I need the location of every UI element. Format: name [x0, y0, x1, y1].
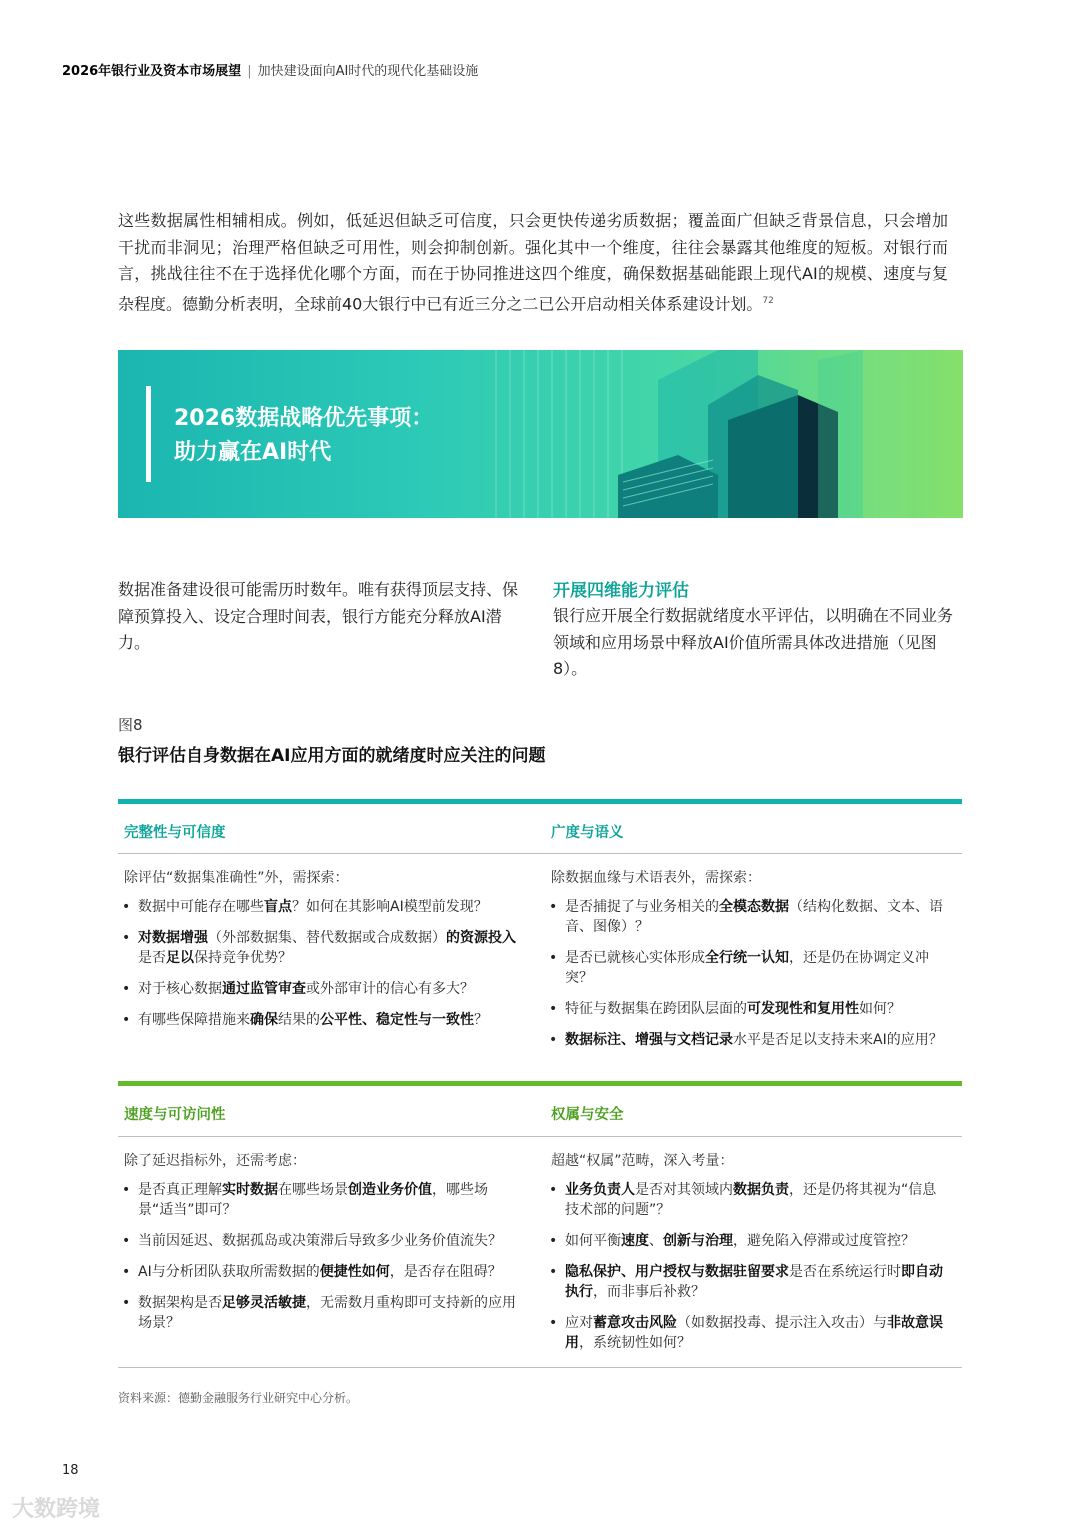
report-title: 2026年银行业及资本市场展望: [62, 64, 242, 79]
watermark: 大数跨境: [12, 1497, 101, 1522]
list-item: • 对数据增强（外部数据集、替代数据或合成数据）的资源投入是否足以保持竞争优势？: [120, 928, 520, 968]
q2-intro: 除数据血缘与术语表外，需探索：: [551, 870, 761, 886]
q4-heading: 权属与安全: [551, 1107, 624, 1123]
table-top-bar: [118, 799, 962, 804]
list-item: • 对于核心数据通过监管审查或外部审计的信心有多大？: [120, 979, 520, 999]
figure-title: 银行评估自身数据在AI应用方面的就绪度时应关注的问题: [118, 746, 546, 766]
list-item: • 数据架构是否足够灵活敏捷，无需数月重构即可支持新的应用场景？: [120, 1293, 520, 1333]
q4-intro: 超越“权属”范畴，深入考量：: [551, 1153, 734, 1169]
left-column-text: 数据准备建设很可能需历时数年。唯有获得顶层支持、保障预算投入、设定合理时间表，银行方能充分释放AI潜力。: [118, 580, 519, 652]
q4-list: [547, 1180, 947, 1364]
page-number: 18: [62, 1463, 79, 1478]
q1-intro: 除评估“数据集准确性”外，需探索：: [124, 870, 349, 886]
source-note: 资料来源：德勤金融服务行业研究中心分析。: [118, 1391, 359, 1405]
intro-paragraph: [118, 208, 948, 317]
list-item: • 应对蓄意攻击风险（如数据投毒、提示注入攻击）与非故意误用，系统韧性如何？: [547, 1313, 947, 1353]
q2-list: [547, 897, 947, 1061]
section-banner: [118, 350, 963, 518]
divider: [118, 853, 962, 854]
list-item: • 是否已就核心实体形成全行统一认知，还是仍在协调定义冲突？: [547, 948, 947, 988]
list-item: • 业务负责人是否对其领域内数据负责，还是仍将其视为“信息技术部的问题”？: [547, 1180, 947, 1220]
running-header: [62, 60, 478, 79]
list-item: • 是否真正理解实时数据在哪些场景创造业务价值，哪些场景“适当”即可？: [120, 1180, 520, 1220]
list-item: • 隐私保护、用户授权与数据驻留要求是否在系统运行时即自动执行，而非事后补救？: [547, 1262, 947, 1302]
list-item: • 当前因延迟、数据孤岛或决策滞后导致多少业务价值流失？: [120, 1231, 520, 1251]
right-column-heading: 开展四维能力评估: [553, 581, 689, 601]
divider: [118, 1136, 962, 1137]
right-column-text: 银行应开展全行数据就绪度水平评估，以明确在不同业务领域和应用场景中释放AI价值所需具体改进措施（见图8）。: [553, 606, 954, 678]
report-subtitle: 加快建设面向AI时代的现代化基础设施: [257, 64, 479, 79]
list-item: • AI与分析团队获取所需数据的便捷性如何，是否存在阻碍？: [120, 1262, 520, 1282]
footnote-ref: 72: [762, 295, 774, 306]
q3-list: [120, 1180, 520, 1344]
banner-title-line1: 2026数据战略优先事项：: [174, 406, 434, 431]
list-item: • 数据中可能存在哪些盲点？如何在其影响AI模型前发现？: [120, 897, 520, 917]
q3-heading: 速度与可访问性: [124, 1107, 226, 1123]
figure-label: 图8: [118, 716, 143, 734]
list-item: • 数据标注、增强与文档记录水平是否足以支持未来AI的应用？: [547, 1030, 947, 1050]
banner-title-line2: 助力赢在AI时代: [174, 440, 332, 465]
list-item: • 如何平衡速度、创新与治理，避免陷入停滞或过度管控？: [547, 1231, 947, 1251]
list-item: • 有哪些保障措施来确保结果的公平性、稳定性与一致性？: [120, 1010, 520, 1030]
table-middle-bar: [118, 1081, 962, 1086]
list-item: • 特征与数据集在跨团队层面的可发现性和复用性如何？: [547, 999, 947, 1019]
banner-title: [174, 402, 433, 470]
q1-list: [120, 897, 520, 1041]
q1-heading: 完整性与可信度: [124, 825, 226, 841]
q3-intro: 除了延迟指标外，还需考虑：: [124, 1153, 306, 1169]
banner-accent-bar: [146, 386, 151, 482]
table-bottom-divider: [118, 1367, 962, 1368]
list-item: • 是否捕捉了与业务相关的全模态数据（结构化数据、文本、语音、图像）？: [547, 897, 947, 937]
header-separator: |: [247, 64, 252, 79]
intro-text: 这些数据属性相辅相成。例如，低延迟但缺乏可信度，只会更快传递劣质数据；覆盖面广但缺乏背景信息，只会增加干扰而非洞见；治理严格但缺乏可用性，则会抑制创新。强化其中一个维度，往往会暴露其他维度的短板。对银行而言，挑战往往不在于选择优化哪个方面，而在于协同推进这四个维度，确保数据基础能跟上现代AI的规模、速度与复杂程度。德勤分析表明，全球前40大银行中已有近三分之二已公开启动相关体系建设计划。: [118, 211, 948, 313]
q2-heading: 广度与语义: [551, 825, 624, 841]
